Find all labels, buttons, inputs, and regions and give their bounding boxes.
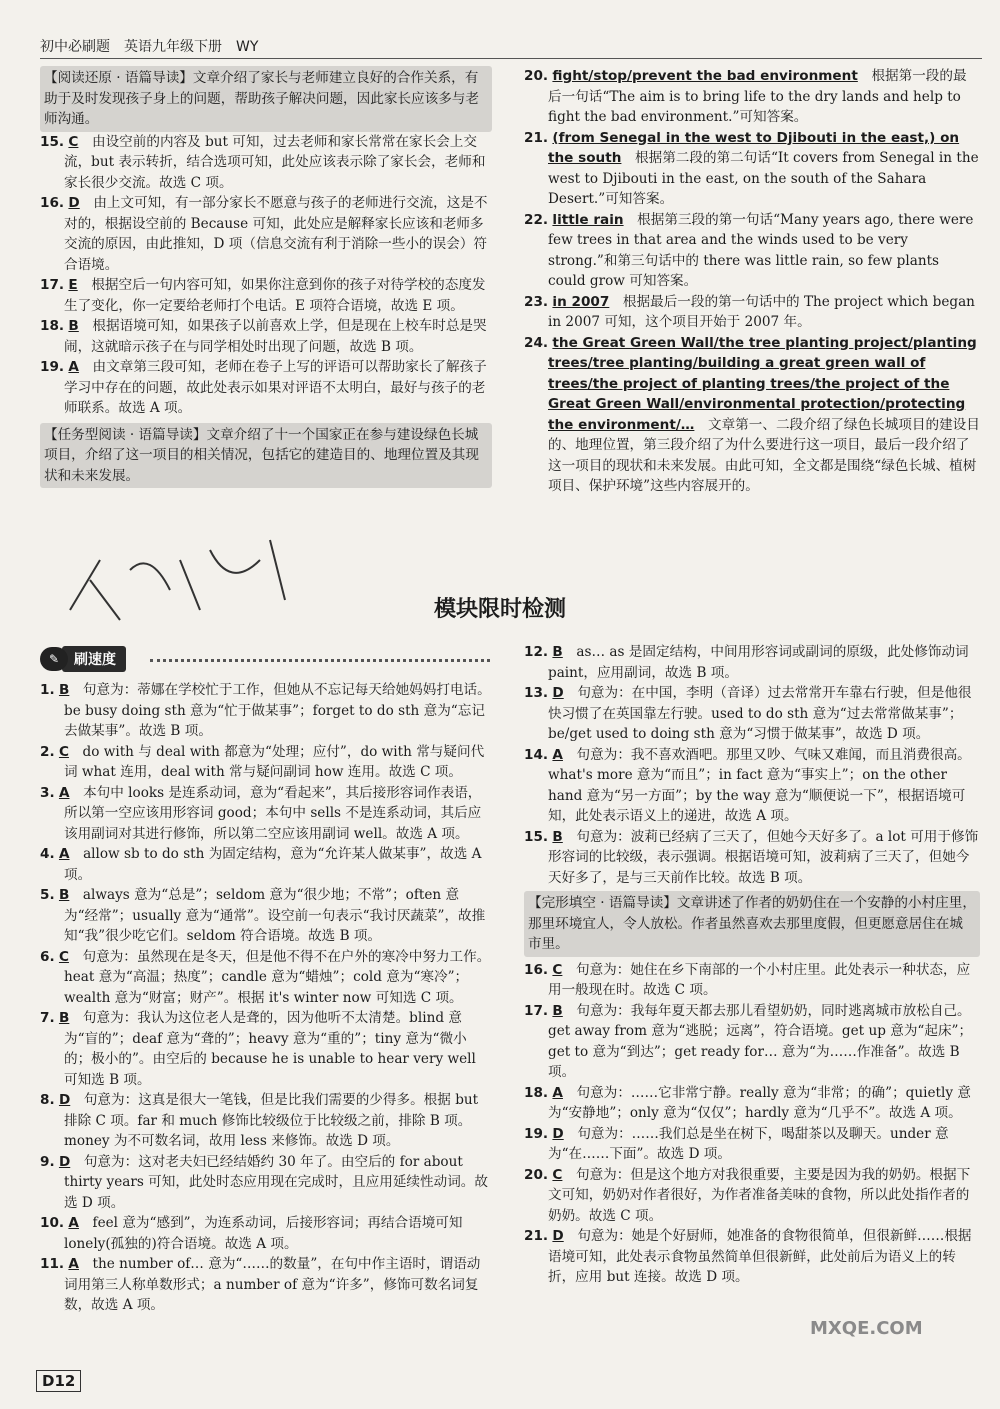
answer-key: the Great Green Wall/the tree planting project/planting trees/tree planting/building a great green wall of trees/the project of planting trees/the project of the Great Green Wall/environmental protection/protecting the environment/…	[548, 334, 977, 433]
answer-item	[40, 885, 492, 947]
answer-key: B	[552, 644, 563, 660]
explanation-text: 句意为：我认为这位老人是聋的，因为他听不太清楚。blind 意为“盲的”；deaf 意为“聋的”；heavy 意为“重的”；tiny 意为“微小的；极小的”。由空后的 because he is unable to hear very well 可知选 B 项。	[64, 1010, 476, 1088]
answer-item	[40, 132, 492, 194]
explanation-text: do with 与 deal with 都意为“处理；应付”，do with 常与疑问代词 what 连用，deal with 常与疑问副词 how 连用。故选 C 项。	[64, 743, 485, 780]
answer-item	[40, 1213, 492, 1254]
answer-list	[524, 66, 980, 497]
explanation-text: 根据第二段的第二句话“It covers from Senegal in the west to Djibouti in the east, on the south of the Sahara Desert.”可知答案。	[548, 150, 979, 207]
answer-item	[524, 292, 980, 333]
answer-item	[40, 947, 492, 1009]
answer-key: B	[58, 1010, 70, 1026]
explanation-text: 句意为：波莉已经病了三天了，但她今天好多了。a lot 可用于修饰形容词的比较级，表示强调。根据语境可知，波莉病了三天了，但她今天好多了，是与三天前作比较。故选 B 项。	[548, 828, 979, 886]
guide-reading-restore: 【阅读还原 · 语篇导读】文章介绍了家长与老师建立良好的合作关系，有助于及时发现孩子身上的问题，帮助孩子解决问题，因此家长应该多与老师沟通。	[40, 66, 492, 132]
answer-key: D	[58, 1153, 71, 1170]
answer-item	[524, 1001, 980, 1083]
question-number: 13.	[524, 685, 549, 701]
question-number: 3.	[40, 784, 55, 801]
question-number: 19.	[524, 1125, 549, 1142]
question-number: 21.	[524, 129, 549, 146]
answer-item	[524, 1083, 980, 1124]
question-number: 17.	[524, 1002, 549, 1019]
question-number: 15.	[524, 828, 549, 845]
answer-key: A	[552, 1084, 563, 1101]
question-number: 16.	[524, 961, 549, 978]
question-number: 19.	[40, 359, 65, 375]
answer-key: B	[552, 828, 563, 845]
answer-key: A	[68, 359, 79, 375]
explanation-text: 由文章第三段可知，老师在卷子上写的评语可以帮助家长了解孩子学习中存在的问题，故此处表示如果对评语不太明白，最好与孩子的老师联系。故选 A 项。	[64, 359, 487, 416]
answer-key: C	[58, 948, 69, 965]
question-number: 5.	[40, 887, 55, 903]
guide-task-reading: 【任务型阅读 · 语篇导读】文章介绍了十一个国家正在参与建设绿色长城项目，介绍了这一项目的相关情况，包括它的建造目的、地理位置及其现状和未来发展。	[40, 423, 492, 489]
explanation-text: 根据语境可知，如果孩子以前喜欢上学，但是现在上校车时总是哭闹，这就暗示孩子在与同学相处时出现了问题，故选 B 项。	[64, 318, 487, 355]
question-number: 2.	[40, 743, 55, 760]
question-number: 24.	[524, 334, 549, 351]
answer-key: C	[552, 961, 563, 978]
question-number: 16.	[40, 195, 65, 211]
answer-item	[40, 1090, 492, 1152]
question-number: 6.	[40, 948, 55, 965]
question-number: 10.	[40, 1215, 65, 1231]
guide-cloze: 【完形填空 · 语篇导读】文章讲述了作者的奶奶住在一个安静的小村庄里，那里环境宜人，令人放松。作者虽然喜欢去那里度假，但更愿意居住在城市里。	[524, 891, 980, 957]
answer-list	[524, 642, 980, 888]
explanation-text: 句意为：她是个好厨师，她准备的食物很简单，但很新鲜……根据语境可知，此处表示食物虽然简单但很新鲜，此处前后为语义上的转折，应用 but 连接。故选 D 项。	[548, 1228, 972, 1285]
explanation-text: feel 意为“感到”，为连系动词，后接形容词；再结合语境可知 lonely(孤独的)符合语境。故选 A 项。	[64, 1215, 463, 1252]
answer-key: A	[552, 746, 563, 763]
explanation-text: 根据第一段的最后一句话“The aim is to bring life to the dry lands and help to fight the bad environment.”可知答案。	[548, 68, 967, 125]
answer-item	[40, 193, 492, 275]
explanation-text: 文章第一、二段介绍了绿色长城项目的建设目的、地理位置，第三段介绍了为什么要进行这一项目，最后一段介绍了这一项目的现状和未来发展。由此可知，全文都是围绕“绿色长城、植树项目、保护环境”这些内容展开的。	[548, 416, 980, 494]
answer-item	[40, 357, 492, 419]
question-number: 8.	[40, 1092, 55, 1108]
question-number: 18.	[524, 1084, 549, 1101]
explanation-text: 根据第三段的第一句话“Many years ago, there were few trees in that area and the winds used to be very strong.”和第三句话中的 there was little rain, so few plants could grow 可知答案。	[548, 211, 974, 289]
answer-item	[40, 1152, 492, 1214]
question-number: 21.	[524, 1228, 549, 1244]
answer-key: in 2007	[552, 293, 610, 310]
explanation-text: as… as 是固定结构，中间用形容词或副词的原级，此处修饰动词 paint，应用副词，故选 B 项。	[548, 644, 969, 681]
speed-badge	[40, 646, 126, 672]
answer-item	[524, 683, 980, 745]
question-number: 4.	[40, 846, 55, 862]
explanation-text: 句意为：……我们总是坐在树下，喝甜茶以及聊天。under 意为“在……下面”。故选 D 项。	[548, 1125, 949, 1162]
answer-key: E	[68, 277, 78, 293]
question-number: 7.	[40, 1010, 55, 1026]
explanation-text: 句意为：在中国，李明（音译）过去常常开车靠右行驶，但是他很快习惯了在英国靠左行驶。used to do sth 意为“过去常常做某事”；be/get used to doing sth 意为“习惯于做某事”，故选 D 项。	[548, 685, 972, 742]
answer-key: D	[552, 1125, 564, 1142]
explanation-text: 由设空前的内容及 but 可知，过去老师和家长常常在家长会上交流，but 表示转折，结合选项可知，此处应该表示除了家长会，老师和家长很少交流。故选 C 项。	[64, 133, 486, 191]
explanation-text: 句意为：她住在乡下南部的一个小村庄里。此处表示一种状态，应用一般现在时。故选 C 项。	[548, 961, 971, 998]
explanation-text: 句意为：这对老夫妇已经结婚约 30 年了。由空后的 for about thirty years 可知，此处时态应用现在完成时，且应用延续性动词。故选 D 项。	[64, 1153, 488, 1211]
answer-item	[524, 1124, 980, 1165]
answer-item	[40, 680, 492, 742]
answer-item	[40, 1008, 492, 1090]
explanation-text: 句意为：……它非常宁静。really 意为“非常；的确”；quietly 意为“安静地”；only 意为“仅仅”；hardly 意为“几乎不”。故选 A 项。	[548, 1084, 971, 1121]
answer-item	[524, 210, 980, 292]
left-bottom-column	[40, 680, 492, 1316]
question-number: 23.	[524, 293, 549, 310]
explanation-text: 句意为：这真是很大一笔钱，但是比我们需要的少得多。根据 but 排除 C 项。far 和 much 修饰比较级位于比较级之前，排除 B 项。money 为不可数名词，故用 less 来修饰。故选 D 项。	[64, 1092, 479, 1149]
question-number: 1.	[40, 682, 55, 698]
question-number: 9.	[40, 1153, 55, 1170]
answer-key: B	[58, 682, 70, 698]
answer-item	[524, 642, 980, 683]
answer-key: fight/stop/prevent the bad environment	[552, 68, 858, 84]
answer-item	[524, 66, 980, 128]
answer-key: A	[68, 1215, 79, 1231]
right-bottom-column	[524, 642, 980, 1288]
answer-key: D	[58, 1092, 71, 1108]
watermark-text: MXQE.COM	[810, 1318, 923, 1339]
answer-list	[40, 132, 492, 419]
question-number: 22.	[524, 211, 549, 228]
running-header: 初中必刷题 英语九年级下册 WY	[40, 39, 259, 55]
answer-item	[524, 1165, 980, 1227]
answer-item	[524, 960, 980, 1001]
answer-key: A	[58, 846, 70, 862]
answer-item	[524, 827, 980, 889]
answer-key: C	[552, 1166, 563, 1183]
answer-key: D	[552, 685, 564, 701]
dotted-divider	[150, 659, 490, 662]
right-top-column	[524, 66, 980, 497]
header-rule	[40, 58, 982, 59]
section-title: 模块限时检测	[433, 597, 566, 622]
answer-item	[524, 128, 980, 210]
explanation-text: 句意为：我不喜欢酒吧。那里又吵、气味又难闻，而且消费很高。what's more 意为“而且”；in fact 意为“事实上”；on the other hand 意为“另一方面”；by the way 意为“顺便说一下”，根据语境可知，此处表示语义上的递进，故选 A 项。	[548, 746, 971, 824]
answer-item	[40, 844, 492, 885]
answer-key: D	[68, 195, 80, 211]
explanation-text: 本句中 looks 是连系动词，意为“看起来”，其后接形容词作表语，所以第一空应该用形容词 good；本句中 sells 不是连系动词，其后应该用副词对其进行修饰，所以第二空应该用副词 well。故选 A 项。	[64, 784, 482, 842]
answer-item	[40, 1254, 492, 1316]
explanation-text: 根据空后一句内容可知，如果你注意到你的孩子对待学校的态度发生了变化，你一定要给老师打个电话。E 项符合语境，故选 E 项。	[64, 277, 486, 314]
question-number: 20.	[524, 68, 549, 84]
answer-item	[40, 783, 492, 845]
answer-item	[524, 745, 980, 827]
explanation-text: 根据最后一段的第一句话中的 The project which began in 2007 可知，这个项目开始于 2007 年。	[548, 293, 975, 330]
answer-item	[524, 1226, 980, 1288]
question-number: 11.	[40, 1256, 65, 1272]
explanation-text: 句意为：蒂娜在学校忙于工作，但她从不忘记每天给她妈妈打电话。be busy doing sth 意为“忙于做某事”；forget to do sth 意为“忘记去做某事”。故选 B 项。	[64, 682, 491, 739]
page-number: D12	[36, 1370, 81, 1392]
explanation-text: always 意为“总是”；seldom 意为“很少地；不常”；often 意为“经常”；usually 意为“通常”。设空前一句表示“我讨厌蔬菜”，故推知“我”很少吃它们。seldom 符合语境。故选 B 项。	[64, 887, 486, 944]
answer-item	[40, 275, 492, 316]
question-number: 17.	[40, 277, 65, 293]
question-number: 12.	[524, 644, 549, 660]
explanation-text: 由上文可知，有一部分家长不愿意与孩子的老师进行交流，这是不对的，根据设空前的 Because 可知，此处应是解释家长应该和老师多交流的原因，由此推知，D 项（信息交流有利于消除一些小的误会）符合语境。	[64, 195, 488, 273]
answer-key: A	[68, 1256, 79, 1272]
answer-item	[40, 742, 492, 783]
answer-list	[40, 680, 492, 1316]
question-number: 18.	[40, 318, 65, 334]
badge-label: 刷速度	[62, 646, 126, 672]
answer-key: A	[58, 784, 70, 801]
pencil-icon: ✎	[40, 647, 68, 671]
question-number: 14.	[524, 746, 549, 763]
explanation-text: the number of… 意为“……的数量”，在句中作主语时，谓语动词用第三人称单数形式；a number of 意为“许多”，修饰可数名词复数，故选 A 项。	[64, 1256, 481, 1313]
answer-key: C	[58, 743, 69, 760]
question-number: 20.	[524, 1166, 549, 1183]
answer-key: little rain	[552, 211, 624, 228]
question-number: 15.	[40, 133, 65, 150]
answer-list	[524, 960, 980, 1288]
answer-key: C	[68, 133, 79, 150]
explanation-text: 句意为：我每年夏天都去那儿看望奶奶，同时逃离城市放松自己。get away from 意为“逃脱；远离”，符合语境。get up 意为“起床”；get to 意为“到达”；get ready for… 意为“为……作准备”。故选 B 项。	[548, 1002, 973, 1080]
explanation-text: 句意为：但是这个地方对我很重要，主要是因为我的奶奶。根据下文可知，奶奶对作者很好，为作者准备美味的食物，所以此处指作者的奶奶。故选 C 项。	[548, 1166, 971, 1224]
explanation-text: allow sb to do sth 为固定结构，意为“允许某人做某事”，故选 A 项。	[64, 846, 482, 883]
answer-key: (from Senegal in the west to Djibouti in the east,) on the south	[548, 129, 960, 166]
answer-key: B	[552, 1002, 563, 1019]
left-top-column	[40, 66, 492, 488]
answer-item	[40, 316, 492, 357]
explanation-text: 句意为：虽然现在是冬天，但是他不得不在户外的寒冷中努力工作。heat 意为“高温；热度”；candle 意为“蜡烛”；cold 意为“寒冷”；wealth 意为“财富；财产”。根据 it's winter now 可知选 C 项。	[64, 948, 491, 1006]
answer-item	[524, 333, 980, 497]
answer-key: B	[68, 318, 79, 334]
answer-key: B	[58, 887, 70, 903]
answer-key: D	[552, 1228, 564, 1244]
